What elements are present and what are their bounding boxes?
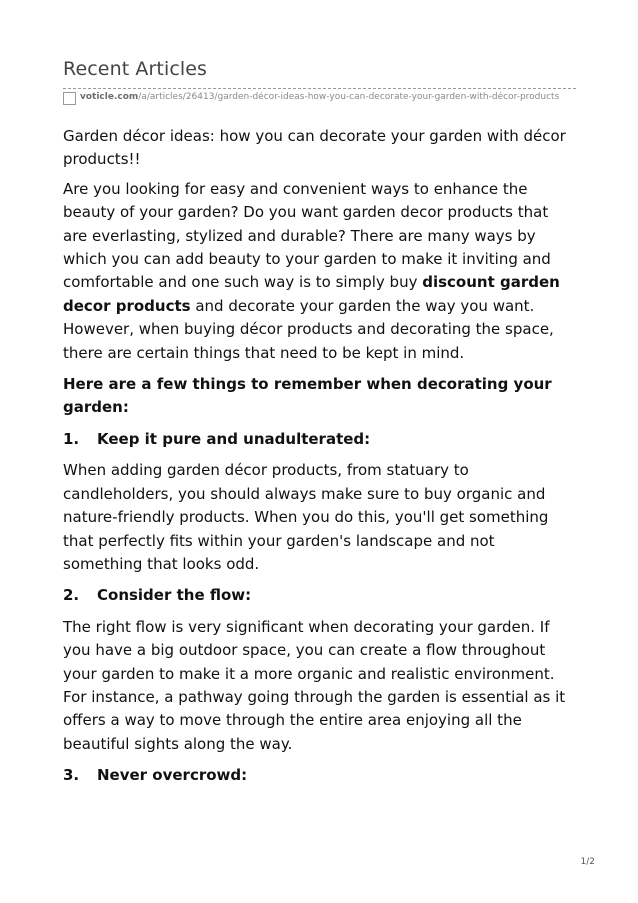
item-1-title: Keep it pure and unadulterated: bbox=[97, 429, 371, 448]
intro-text-part-2: and decorate your garden the way you want. However, when buying décor products and decorating the space, there are certain things that need to be kept in mind. bbox=[63, 296, 554, 362]
page-number: 1/2 bbox=[580, 857, 595, 867]
item-3-title: Never overcrowd: bbox=[97, 766, 248, 785]
item-3-heading bbox=[63, 764, 577, 787]
subheading: Here are a few things to remember when decorating your garden: bbox=[63, 375, 552, 417]
intro-text-part-1: Are you looking for easy and convenient ways to enhance the beauty of your garden? Do you want garden decor products that are everlasting, stylized and durable? There are many ways by which you can add beauty to your garden to make it inviting and comfortable and one such way is to simply buy bbox=[63, 179, 551, 292]
source-link-row[interactable] bbox=[63, 88, 576, 109]
item-1-heading bbox=[63, 428, 577, 451]
section-title: Recent Articles bbox=[63, 58, 208, 80]
item-1-body: When adding garden décor products, from statuary to candleholders, you should always make sure to buy organic and nature-friendly products. When you do this, you'll get something that perfectly fits within your garden's landscape and not something that looks odd. bbox=[63, 461, 549, 573]
article-body bbox=[63, 125, 577, 796]
item-3-number: 3. bbox=[63, 766, 80, 785]
intro-bold-link[interactable]: discount garden decor products bbox=[63, 273, 560, 315]
item-2-title: Consider the flow: bbox=[97, 586, 252, 605]
source-url[interactable] bbox=[80, 92, 559, 102]
item-2-heading bbox=[63, 584, 577, 607]
item-2-number: 2. bbox=[63, 586, 80, 605]
source-path[interactable]: /a/articles/26413/garden-décor-ideas-how-you-can-decorate-your-garden-with-décor-products bbox=[138, 92, 560, 102]
item-2-body: The right flow is very significant when decorating your garden. If you have a big outdoor space, you can create a flow throughout your garden to make it a more organic and realistic environment. For instance, a pathway going through the garden is essential as it offers a way to move through the entire area enjoying all the beautiful sights along the way. bbox=[63, 617, 566, 753]
intro-paragraph bbox=[63, 178, 577, 365]
link-checkbox-icon bbox=[63, 92, 76, 105]
article-headline: Garden décor ideas: how you can decorate your garden with décor products!! bbox=[63, 127, 566, 169]
source-domain[interactable]: voticle.com bbox=[80, 92, 139, 102]
item-1-number: 1. bbox=[63, 429, 80, 448]
